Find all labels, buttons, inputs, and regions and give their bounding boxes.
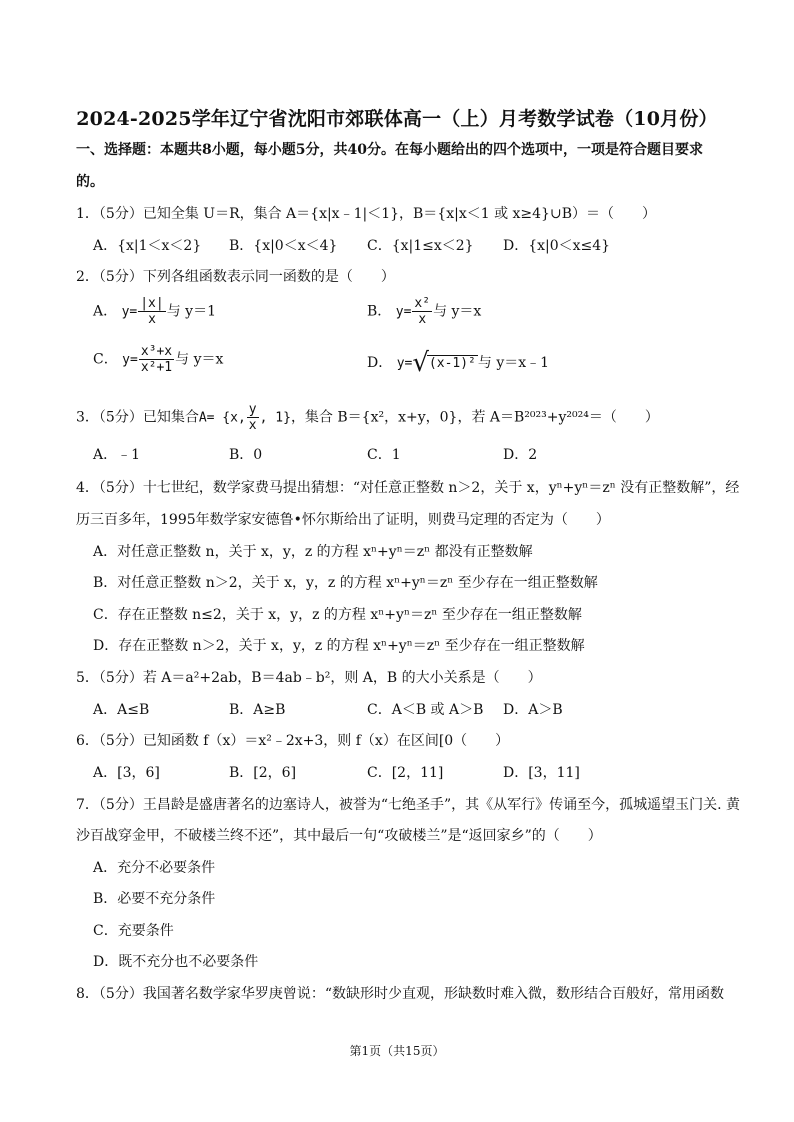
denominator: x — [418, 312, 427, 327]
fraction — [139, 344, 174, 375]
question-6-option-d: D．[3，11] — [503, 765, 580, 781]
numerator: y — [248, 402, 257, 417]
option-tail: 与 y＝x﹣1 — [477, 355, 550, 371]
option-label: A． — [93, 303, 118, 320]
numerator: x³+x — [140, 344, 173, 359]
question-5-stem: 5．（5分）若 A＝a²+2ab，B＝4ab﹣b²，则 A，B 的大小关系是（ ） — [76, 670, 542, 686]
question-5-option-c: C．A＜B 或 A＞B — [367, 702, 484, 718]
option-tail: 与 y＝x — [175, 351, 224, 368]
question-3-post: ，集合 B＝{x²，x+y，0}，若 A＝B²⁰²³+y²⁰²⁴＝（ ） — [290, 409, 659, 426]
question-6-option-b: B．[2，6] — [229, 765, 297, 781]
section-heading-line1: 一、选择题：本题共8小题，每小题5分，共40分。在每小题给出的四个选项中，一项是符合题目要求 — [76, 142, 703, 158]
question-1-option-c: C．{x|1≤x＜2} — [367, 238, 474, 254]
question-3-option-d: D．2 — [503, 447, 538, 463]
question-7-option-b: B．必要不充分条件 — [93, 891, 216, 907]
radicand: (x-1)² — [428, 356, 476, 371]
y-equals: y= — [122, 352, 138, 368]
question-4-option-b: B．对任意正整数 n＞2，关于 x，y，z 的方程 xⁿ+yⁿ＝zⁿ 至少存在一组正整数解 — [93, 575, 598, 591]
question-1-option-a: A．{x|1＜x＜2} — [93, 238, 202, 254]
option-label: D． — [367, 355, 393, 371]
page-footer: 第1页（共15页） — [349, 1044, 445, 1058]
question-3-stem — [76, 402, 659, 433]
radical-sign-icon: √ — [412, 348, 429, 378]
question-7-option-c: C．充要条件 — [93, 923, 174, 939]
question-4-stem-line2: 历三百多年，1995年数学家安德鲁•怀尔斯给出了证明，则费马定理的否定为（ ） — [76, 512, 610, 528]
option-tail: 与 y＝1 — [166, 303, 216, 320]
option-label: C． — [93, 351, 118, 368]
question-3-option-b: B．0 — [229, 447, 263, 463]
option-label: B． — [367, 303, 392, 320]
question-6-option-c: C．[2，11] — [367, 765, 444, 781]
option-tail: 与 y＝x — [433, 303, 482, 320]
set-a-open: A= {x, — [198, 410, 246, 426]
fraction — [138, 296, 165, 327]
question-1-option-b: B．{x|0＜x＜4} — [229, 238, 338, 254]
question-2-stem: 2．（5分）下列各组函数表示同一函数的是（ ） — [76, 269, 395, 285]
question-3-pre: 3．（5分）已知集合 — [76, 409, 199, 426]
square-root — [412, 348, 478, 378]
y-equals: y= — [395, 304, 412, 320]
section-heading-line2: 的。 — [76, 174, 104, 190]
denominator: x²+1 — [140, 360, 173, 375]
question-7-stem-line1: 7．（5分）王昌龄是盛唐著名的边塞诗人，被誉为“七绝圣手”，其《从军行》传诵至今，孤城遥望玉门关. 黄 — [76, 797, 741, 813]
denominator: x — [248, 418, 257, 433]
y-equals: y= — [121, 304, 138, 320]
question-5-option-a: A．A≤B — [93, 702, 150, 718]
fraction — [247, 402, 259, 433]
question-5-option-b: B．A≥B — [229, 702, 286, 718]
question-6-stem: 6．（5分）已知函数 f（x）＝x²﹣2x+3，则 f（x）在区间[0（ ） — [76, 733, 510, 749]
question-7-option-d: D．既不充分也不必要条件 — [93, 954, 259, 970]
numerator: |x| — [140, 296, 164, 311]
question-2-option-c — [93, 344, 223, 375]
question-7-option-a: A．充分不必要条件 — [93, 860, 216, 876]
question-6-option-a: A．[3，6] — [93, 765, 160, 781]
exam-title: 2024-2025学年辽宁省沈阳市郊联体高一（上）月考数学试卷（10月份） — [76, 108, 718, 130]
question-2-option-b — [367, 296, 481, 327]
y-equals: y= — [396, 356, 413, 371]
fraction — [412, 296, 432, 327]
question-4-option-d: D．存在正整数 n＞2，关于 x，y，z 的方程 xⁿ+yⁿ＝zⁿ 至少存在一组正整数解 — [93, 638, 585, 654]
question-1-option-d: D．{x|0＜x≤4} — [503, 238, 611, 254]
question-4-option-c: C．存在正整数 n≤2，关于 x，y，z 的方程 xⁿ+yⁿ＝zⁿ 至少存在一组正整数解 — [93, 607, 582, 623]
numerator: x² — [414, 296, 431, 311]
question-7-stem-line2: 沙百战穿金甲，不破楼兰终不还”，其中最后一句“攻破楼兰”是“返回家乡”的（ ） — [76, 828, 602, 844]
denominator: x — [148, 312, 156, 327]
question-3-option-c: C．1 — [367, 447, 401, 463]
question-1-stem: 1．（5分）已知全集 U＝R，集合 A＝{x|x﹣1|＜1}，B＝{x|x＜1 或 x≥4}∪B）＝（ ） — [76, 206, 656, 222]
question-4-stem-line1: 4．（5分）十七世纪，数学家费马提出猜想：“对任意正整数 n＞2，关于 x，yⁿ+yⁿ＝zⁿ 没有正整数解”，经 — [76, 480, 740, 496]
question-2-option-a — [93, 296, 216, 327]
question-8-stem-line1: 8．（5分）我国著名数学家华罗庚曾说：“数缺形时少直观，形缺数时难入微，数形结合百般好，常用函数 — [76, 986, 724, 1002]
question-2-option-d — [367, 348, 549, 378]
set-a-close: , 1} — [259, 410, 291, 426]
question-5-option-d: D．A＞B — [503, 702, 563, 718]
question-3-option-a: A．﹣1 — [93, 447, 141, 463]
question-4-option-a: A．对任意正整数 n，关于 x，y，z 的方程 xⁿ+yⁿ＝zⁿ 都没有正整数解 — [93, 544, 533, 560]
